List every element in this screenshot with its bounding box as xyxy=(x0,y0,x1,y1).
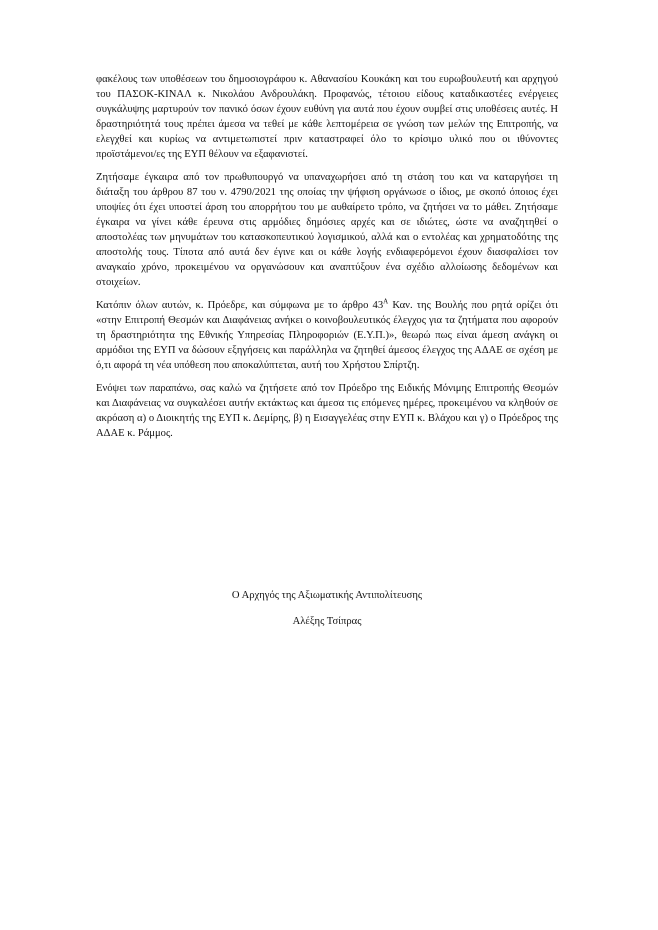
paragraph-3 xyxy=(96,298,558,373)
paragraph-3-start: Κατόπιν όλων αυτών, κ. Πρόεδρε, και σύμφωνα με το άρθρο 43 xyxy=(96,300,384,311)
paragraph-4: Ενόψει των παραπάνω, σας καλώ να ζητήσετε από τον Πρόεδρο της Ειδικής Μόνιμης Επιτροπής Θεσμών και Διαφάνειας να συγκαλέσει αυτήν εκτάκτως και άμεσα τις επόμενες ημέρες, προκειμένου να κληθούν σε ακρόαση α) ο Διοικητής της ΕΥΠ κ. Δεμίρης, β) η Εισαγγελέας στην ΕΥΠ κ. Βλάχου και γ) ο Πρόεδρος της ΑΔΑΕ κ. Ράμμος. xyxy=(96,383,558,439)
paragraph-3-end: Καν. της Βουλής που ρητά ορίζει ότι «στην Επιτροπή Θεσμών και Διαφάνειας ανήκει ο κοινοβουλευτικός έλεγχος για τα ζητήματα που αφορούν τη δραστηριότητα της Εθνικής Υπηρεσίας Πληροφοριών (Ε.Υ.Π.)», θεωρώ πως είναι άμεση ανάγκη οι αρμόδιοι της ΕΥΠ να δώσουν εξηγήσεις και παράλληλα να ζητηθεί άμεσος έλεγχος της ΑΔΑΕ σε σχέση με ό,τι αφορά τη νέα υπόθεση που αποκαλύπτεται, αυτή του Χρήστου Σπίρτζη. xyxy=(96,300,558,371)
paragraph-1: φακέλους των υποθέσεων του δημοσιογράφου κ. Αθανασίου Κουκάκη και του ευρωβουλευτή και αρχηγού του ΠΑΣΟΚ-ΚΙΝΑΛ κ. Νικολάου Ανδρουλάκη. Προφανώς, τέτοιου είδους καταδικαστέες ενέργειες συγκάλυψης μαρτυρούν τον πανικό όσων έχουν ευθύνη για αυτά που έχουν συμβεί στις υποθέσεις αυτές. Η δραστηριότητά τους πρέπει άμεσα να τεθεί με κάθε λεπτομέρεια σε γνώση των μελών της Επιτροπής, να ελεγχθεί και κυρίως να αντιμετωπιστεί πριν καταστραφεί όλο το κρίσιμο υλικό που οι ιθύνοντες προϊστάμενοι/ες της ΕΥΠ θέλουν να εξαφανιστεί. xyxy=(96,74,558,160)
signature-title: Ο Αρχηγός της Αξιωματικής Αντιπολίτευσης xyxy=(231,590,423,601)
document-body xyxy=(96,72,558,449)
article-superscript: Α xyxy=(383,297,389,306)
signature-name: Αλέξης Τσίπρας xyxy=(292,616,362,627)
paragraph-2: Ζητήσαμε έγκαιρα από τον πρωθυπουργό να υπαναχωρήσει από τη στάση του και να καταργήσει τη διάταξη του άρθρου 87 του ν. 4790/2021 της οποίας την ψήφιση οργάνωσε ο ίδιος, με σκοπό όποιος έχει υποψίες ότι έχει υποστεί άρση του απορρήτου του με αυθαίρετο τρόπο, να ζητήσει να το μάθει. Ζητήσαμε έγκαιρα να γίνει κάθε έρευνα στις αρμόδιες δημόσιες αρχές και σε ιδιώτες, ώστε να αναζητηθεί ο αποστολέας των μηνυμάτων του κατασκοπευτικού λογισμικού, αλλά και ο εντολέας και χρηματοδότης της αποστολής τους. Τίποτα από αυτά δεν έγινε και οι κάθε λογής ενδιαφερόμενοι έχουν διασφαλίσει τον αναγκαίο χρόνο, προκειμένου να οργανώσουν και αναπτύξουν ένα σχέδιο αλλοίωσης δεδομένων και στοιχείων. xyxy=(96,172,558,288)
